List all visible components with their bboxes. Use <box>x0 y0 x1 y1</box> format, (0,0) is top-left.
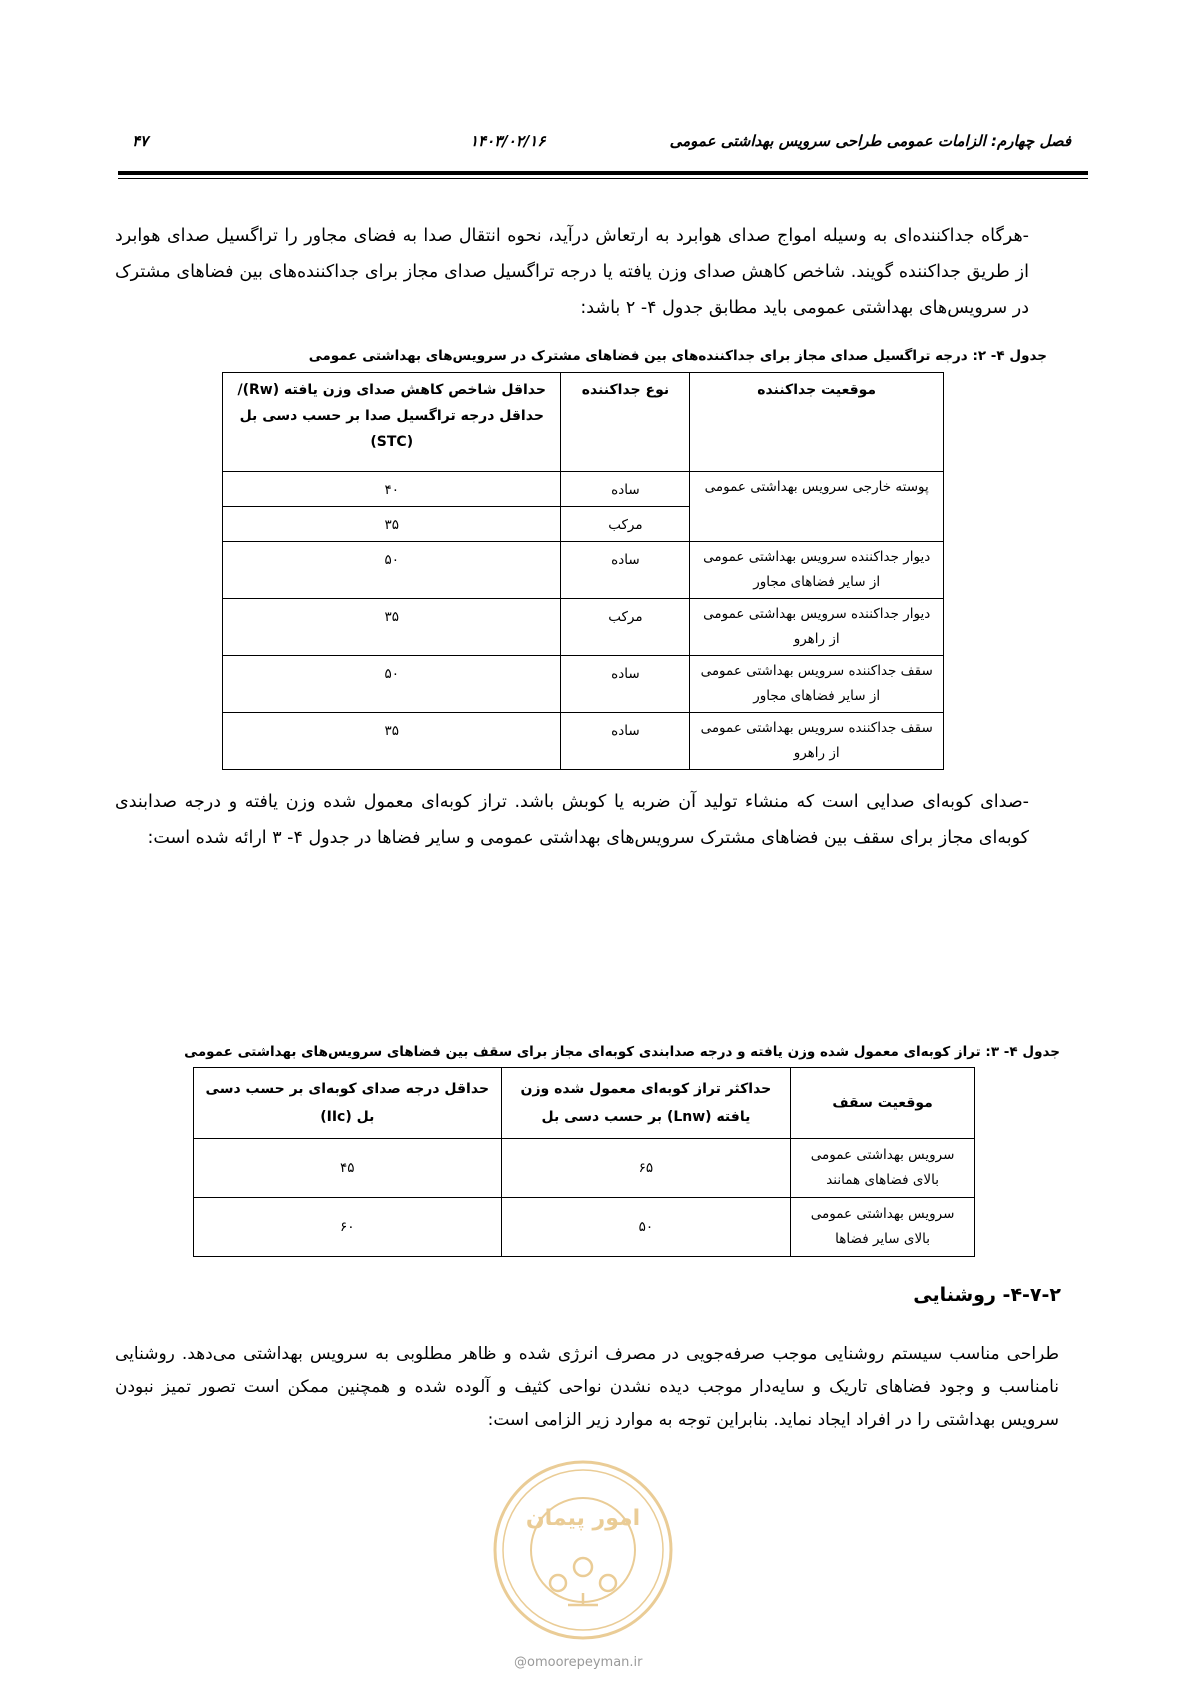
cell-value: ۴۰ <box>223 472 561 507</box>
watermark-seal-logo <box>488 1455 678 1645</box>
section-heading-lighting: ۴-۷-۲- روشنایی <box>913 1284 1061 1306</box>
cell-max-level: ۵۰ <box>501 1198 791 1257</box>
table-header-row <box>194 1068 975 1139</box>
document-date: ۱۴۰۳/۰۲/۱۶ <box>470 132 546 150</box>
cell-type: مرکب <box>561 507 690 542</box>
header-max-level: حداکثر تراز کوبه‌ای معمول شده وزن یافته (Lnw) بر حسب دسی بل <box>501 1068 791 1139</box>
cell-min-class: ۴۵ <box>194 1139 502 1198</box>
header-min-class: حداقل درجه صدای کوبه‌ای بر حسب دسی بل (IIc) <box>194 1068 502 1139</box>
chapter-title: فصل چهارم: الزامات عمومی طراحی سرویس بهداشتی عمومی <box>669 132 1071 150</box>
header-type: نوع جداکننده <box>561 373 690 472</box>
page-number: ۴۷ <box>132 132 149 150</box>
cell-value: ۵۰ <box>223 656 561 713</box>
table-row <box>223 713 944 770</box>
table-row <box>223 542 944 599</box>
watermark-seal-text: امور پیمان <box>525 1506 641 1531</box>
cell-type: ساده <box>561 713 690 770</box>
cell-type: ساده <box>561 656 690 713</box>
cell-value: ۳۵ <box>223 713 561 770</box>
cell-location: پوسته خارجی سرویس بهداشتی عمومی <box>690 472 944 542</box>
cell-type: ساده <box>561 542 690 599</box>
table-row <box>223 656 944 713</box>
watermark-site: @omoorepeyman.ir <box>514 1655 643 1670</box>
cell-location: دیوار جداکننده سرویس بهداشتی عمومی از سایر فضاهای مجاور <box>690 542 944 599</box>
table-header-row <box>223 373 944 472</box>
cell-max-level: ۶۵ <box>501 1139 791 1198</box>
table-row <box>223 599 944 656</box>
cell-value: ۵۰ <box>223 542 561 599</box>
paragraph-lighting: طراحی مناسب سیستم روشنایی موجب صرفه‌جویی در مصرف انرژی شده و ظاهر مطلوبی به سرویس بهداشتی می‌دهد. روشنایی نامناسب و وجود فضاهای تاریک و سایه‌دار موجب دیده نشدن نواحی کثیف و آلوده شده و همچنین ممکن است تصور تمیز نبودن سرویس بهداشتی را در افراد ایجاد نماید. بنابراین توجه به موارد زیر الزامی است: <box>115 1344 1059 1430</box>
paragraph-airborne-sound: -هرگاه جداکننده‌ای به وسیله امواج صدای هوابرد به ارتعاش درآید، نحوه انتقال صدا به فضای مجاور را تراگسیل صدای هوابرد از طریق جداکننده گویند. شاخص کاهش صدای وزن یافته یا درجه تراگسیل صدای مجاز برای جداکننده‌های بین فضاهای مشترک در سرویس‌های بهداشتی عمومی باید مطابق جدول ۴- ۲ باشد: <box>115 226 1029 318</box>
table-airborne-sound <box>222 372 944 770</box>
cell-location: سرویس بهداشتی عمومی بالای فضاهای همانند <box>791 1139 975 1198</box>
header-rule-thin <box>118 178 1088 179</box>
cell-min-class: ۶۰ <box>194 1198 502 1257</box>
table-row <box>194 1139 975 1198</box>
header-rule <box>118 171 1088 175</box>
table2-caption: جدول ۴- ۳: تراز کوبه‌ای معمول شده وزن یافته و درجه صدابندی کوبه‌ای مجاز برای سقف بین فضاهای سرویس‌های بهداشتی عمومی <box>184 1044 1060 1060</box>
header-location: موقعیت جداکننده <box>690 373 944 472</box>
cell-location: سقف جداکننده سرویس بهداشتی عمومی از راهرو <box>690 713 944 770</box>
cell-location: سقف جداکننده سرویس بهداشتی عمومی از سایر فضاهای مجاور <box>690 656 944 713</box>
table-row <box>194 1198 975 1257</box>
cell-type: ساده <box>561 472 690 507</box>
table1-caption: جدول ۴- ۲: درجه تراگسیل صدای مجاز برای جداکننده‌های بین فضاهای مشترک در سرویس‌های بهداشتی عمومی <box>308 348 1047 364</box>
cell-value: ۳۵ <box>223 507 561 542</box>
header-ceiling-location: موقعیت سقف <box>791 1068 975 1139</box>
table-row <box>223 472 944 507</box>
cell-value: ۳۵ <box>223 599 561 656</box>
paragraph-impact-sound: -صدای کوبه‌ای صدایی است که منشاء تولید آن ضربه یا کوبش باشد. تراز کوبه‌ای معمول شده وزن یافته و درجه صدابندی کوبه‌ای مجاز برای سقف بین فضاهای مشترک سرویس‌های بهداشتی عمومی و سایر فضاها در جدول ۴- ۳ ارائه شده است: <box>115 792 1029 848</box>
header-value: حداقل شاخص کاهش صدای وزن یافته (Rw)/ حداقل درجه تراگسیل صدا بر حسب دسی بل (STC) <box>223 373 561 472</box>
cell-location: دیوار جداکننده سرویس بهداشتی عمومی از راهرو <box>690 599 944 656</box>
cell-location: سرویس بهداشتی عمومی بالای سایر فضاها <box>791 1198 975 1257</box>
table-impact-sound <box>193 1067 975 1257</box>
cell-type: مرکب <box>561 599 690 656</box>
